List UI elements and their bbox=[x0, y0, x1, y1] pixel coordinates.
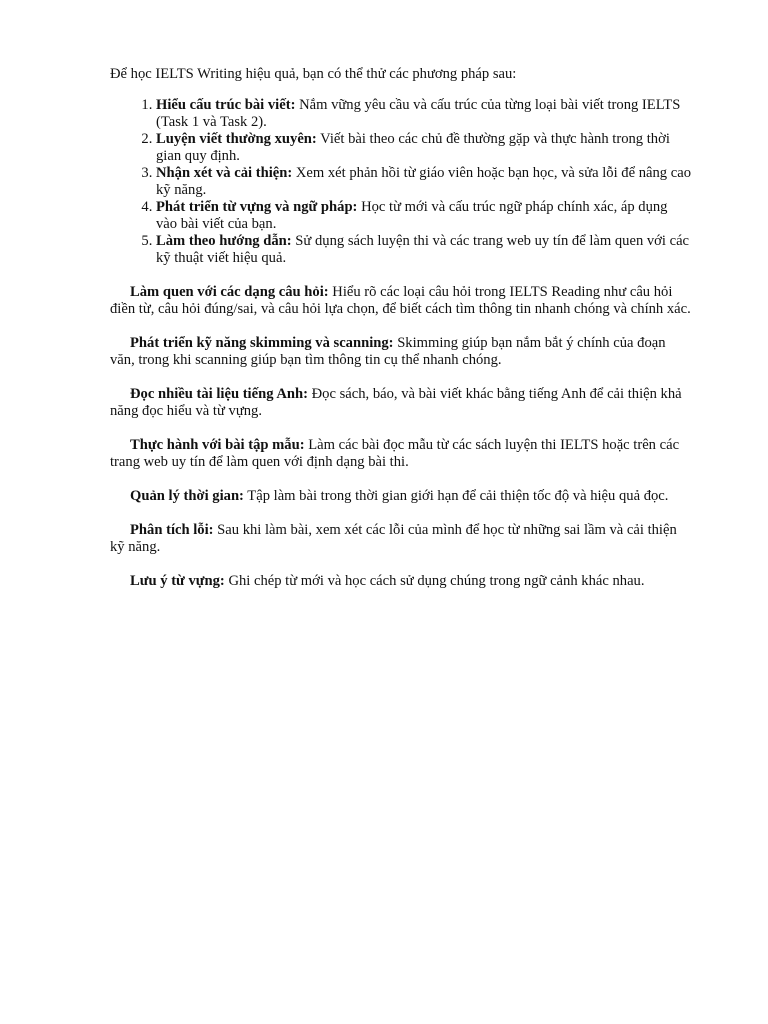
paragraph-title: Đọc nhiều tài liệu tiếng Anh: bbox=[130, 386, 308, 402]
writing-steps-list bbox=[110, 97, 692, 267]
paragraph-title: Thực hành với bài tập mẫu: bbox=[130, 437, 305, 453]
intro-text: Để học IELTS Writing hiệu quả, bạn có thể thử các phương pháp sau: bbox=[110, 66, 517, 82]
reading-tip-paragraph bbox=[110, 284, 692, 318]
list-item-text: Xem xét phản hồi từ giáo viên hoặc bạn học, và sửa lỗi để nâng cao kỹ năng. bbox=[156, 165, 692, 198]
paragraph-text: Skimming giúp bạn nắm bắt ý chính của đoạn văn, trong khi scanning giúp bạn tìm thông tin cụ thể nhanh chóng. bbox=[110, 335, 666, 368]
list-item-title: Nhận xét và cải thiện: bbox=[156, 165, 293, 181]
paragraph-text: Đọc sách, báo, và bài viết khác bằng tiếng Anh để cải thiện khả năng đọc hiểu và từ vựng. bbox=[110, 386, 682, 419]
list-item-text: Học từ mới và cấu trúc ngữ pháp chính xác, áp dụng vào bài viết của bạn. bbox=[156, 199, 668, 232]
list-item-title: Luyện viết thường xuyên: bbox=[156, 131, 317, 147]
paragraph-text: Làm các bài đọc mẫu từ các sách luyện thi IELTS hoặc trên các trang web uy tín để làm quen với định dạng bài thi. bbox=[110, 437, 680, 470]
list-item bbox=[156, 131, 692, 165]
list-item-text: Sử dụng sách luyện thi và các trang web uy tín để làm quen với các kỹ thuật viết hiệu quả. bbox=[156, 233, 690, 266]
list-item-title: Làm theo hướng dẫn: bbox=[156, 233, 292, 249]
reading-tip-paragraph bbox=[110, 573, 692, 590]
list-item-text: Viết bài theo các chủ đề thường gặp và thực hành trong thời gian quy định. bbox=[156, 131, 670, 164]
paragraph-title: Quản lý thời gian: bbox=[130, 488, 244, 504]
document-page bbox=[110, 66, 692, 590]
list-item bbox=[156, 199, 692, 233]
reading-tip-paragraph bbox=[110, 335, 692, 369]
paragraph-title: Lưu ý từ vựng: bbox=[130, 573, 225, 589]
reading-tip-paragraph bbox=[110, 522, 692, 556]
paragraph-text: Ghi chép từ mới và học cách sử dụng chúng trong ngữ cảnh khác nhau. bbox=[224, 573, 645, 589]
list-item bbox=[156, 165, 692, 199]
paragraph-text: Sau khi làm bài, xem xét các lỗi của mình để học từ những sai lầm và cải thiện kỹ năng. bbox=[110, 522, 677, 555]
paragraph-text: Hiểu rõ các loại câu hỏi trong IELTS Reading như câu hỏi điền từ, câu hỏi đúng/sai, và câu hỏi lựa chọn, để biết cách tìm thông tin nhanh chóng và chính xác. bbox=[110, 284, 691, 317]
list-item-title: Phát triển từ vựng và ngữ pháp: bbox=[156, 199, 358, 215]
reading-tip-paragraph bbox=[110, 437, 692, 471]
paragraph-text: Tập làm bài trong thời gian giới hạn để cải thiện tốc độ và hiệu quả đọc. bbox=[243, 488, 669, 504]
list-item bbox=[156, 97, 692, 131]
reading-tip-paragraph bbox=[110, 386, 692, 420]
list-item-title: Hiểu cấu trúc bài viết: bbox=[156, 97, 296, 113]
paragraph-title: Phát triển kỹ năng skimming và scanning: bbox=[130, 335, 394, 351]
list-item-text: Nắm vững yêu cầu và cấu trúc của từng loại bài viết trong IELTS (Task 1 và Task 2). bbox=[156, 97, 681, 130]
paragraph-title: Làm quen với các dạng câu hỏi: bbox=[130, 284, 329, 300]
reading-tip-paragraph bbox=[110, 488, 692, 505]
paragraph-title: Phân tích lỗi: bbox=[130, 522, 214, 538]
list-item bbox=[156, 233, 692, 267]
